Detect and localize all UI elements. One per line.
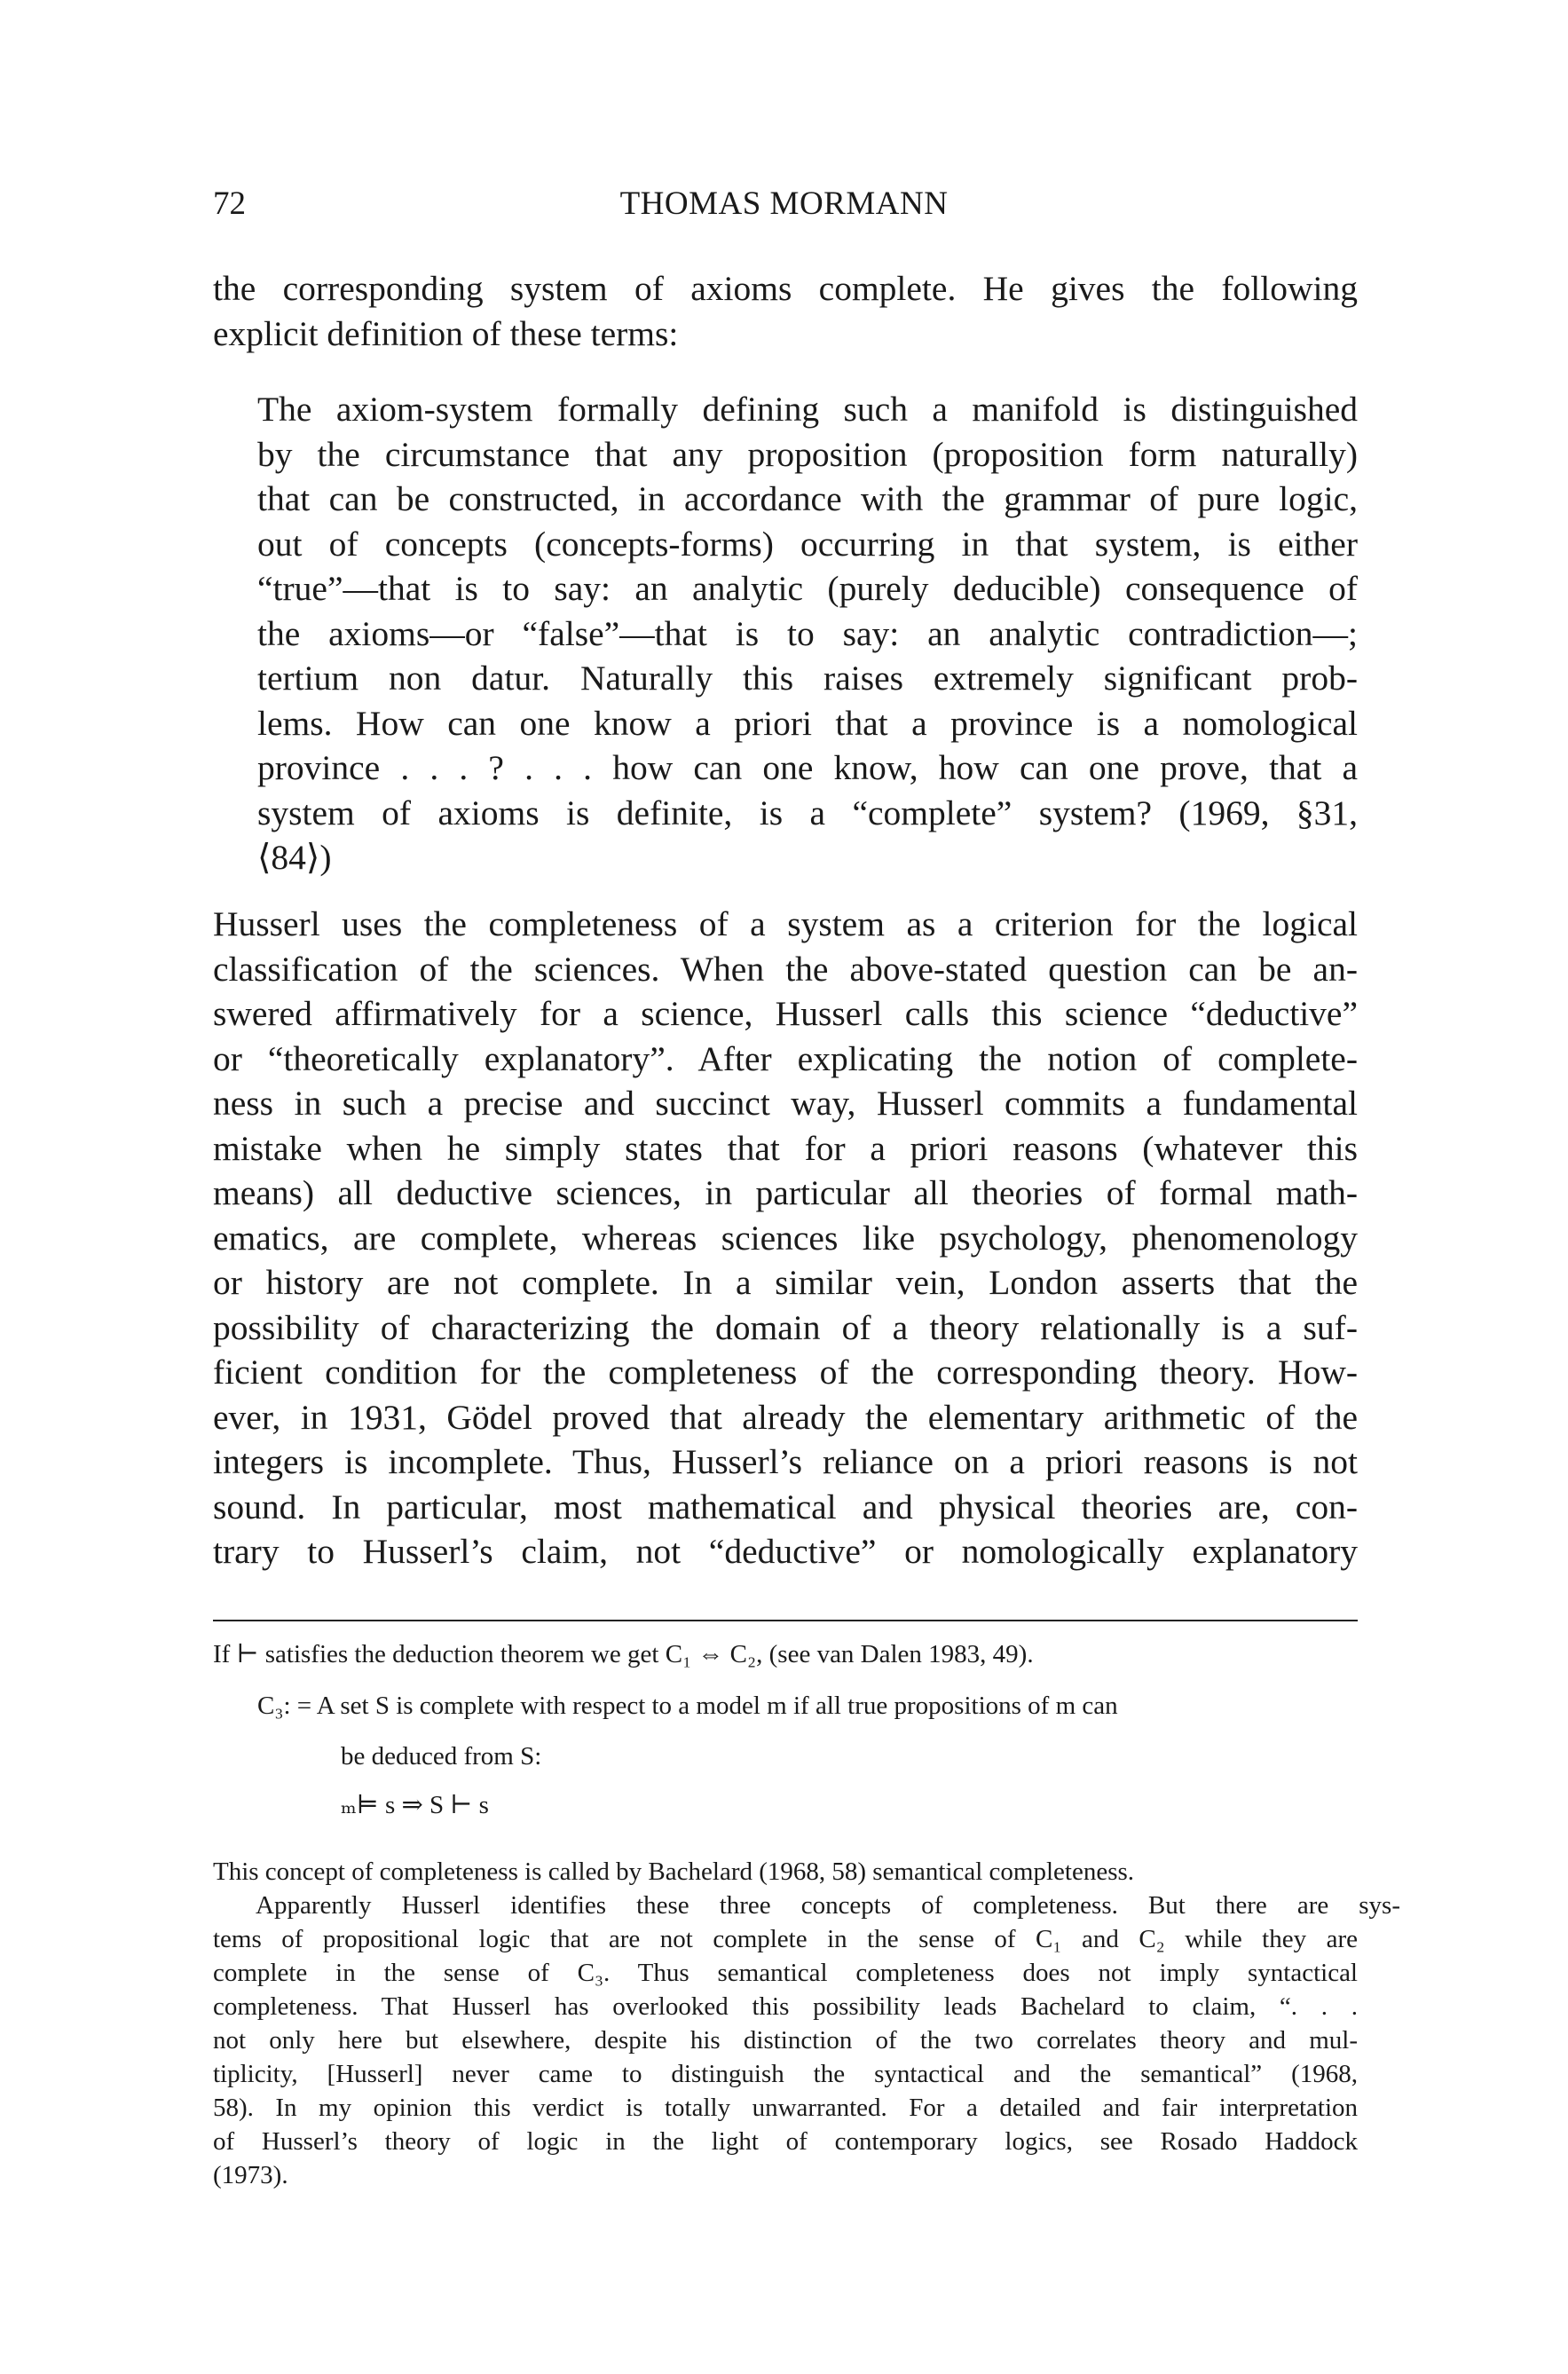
footnote-definition-c3: C₃: = A set S is complete with respect to a model m if all true propositions of m can [257,1692,1118,1720]
text-line: ness in such a precise and succinct way, Husserl commits a fundamental [213,1084,1358,1123]
quote-line: ⟨84⟩) [257,838,332,877]
text-line: swered affirmatively for a science, Husserl calls this science “deductive” [213,994,1358,1033]
footnote-text-line: Apparently Husserl identifies these three concepts of completeness. But there are sys- [256,1891,1400,1920]
text-line: explicit definition of these terms: [213,313,679,353]
text-line: integers is incomplete. Thus, Husserl’s reliance on a priori reasons is not [213,1442,1358,1481]
quote-line: out of concepts (concepts-forms) occurring in that system, is either [257,524,1358,564]
text-line: or “theoretically explanatory”. After explicating the notion of complete- [213,1038,1358,1078]
quote-line: the axioms—or “false”—that is to say: an analytic contradiction—; [257,613,1358,653]
text-line: possibility of characterizing the domain of a theory relationally is a suf- [213,1307,1358,1347]
text-line: Husserl uses the completeness of a system as a criterion for the logical [213,904,1358,943]
quote-line: province . . . ? . . . how can one know, how can one prove, that a [257,748,1358,787]
text-line: classification of the sciences. When the above-stated question can be an- [213,949,1358,989]
lead-paragraph [213,266,1358,356]
footnote-paragraph [213,1855,1400,2192]
quote-line: tertium non datur. Naturally this raises extremely significant prob- [257,659,1358,698]
footnote-text-line: complete in the sense of C₃. Thus semantical completeness does not imply syntactical [213,1959,1358,1987]
quote-line: The axiom-system formally defining such a manifold is distinguished [257,390,1358,429]
footnote-text-line: completeness. That Husserl has overlooked this possibility leads Bachelard to claim, “. . . [213,1992,1358,2021]
footnote-text-line: (1973). [213,2161,288,2189]
quote-line: system of axioms is definite, is a “complete” system? (1969, §31, [257,793,1358,832]
footnote-text-line: This concept of completeness is called by Bachelard (1968, 58) semantical completeness. [213,1857,1135,1886]
footnote-line: If ⊢ satisfies the deduction theorem we get C₁ ⇔ C₂, (see van Dalen 1983, 49). [213,1640,1034,1668]
text-line: or history are not complete. In a similar vein, London asserts that the [213,1263,1358,1302]
text-line: ever, in 1931, Gödel proved that already the elementary arithmetic of the [213,1397,1358,1437]
text-line: mistake when he simply states that for a priori reasons (whatever this [213,1128,1358,1168]
text-line: the corresponding system of axioms complete. He gives the following [213,269,1358,308]
footnote-text-line: of Husserl’s theory of logic in the light of contemporary logics, see Rosado Haddock [213,2127,1358,2156]
footnote-text-line: not only here but elsewhere, despite his distinction of the two correlates theory and mul- [213,2026,1358,2055]
block-quote [257,387,1358,880]
quote-line: “true”—that is to say: an analytic (purely deducible) consequence of [257,569,1358,608]
text-line: means) all deductive sciences, in particular all theories of formal math- [213,1173,1358,1212]
text-line: ematics, are complete, whereas sciences like psychology, phenomenology [213,1218,1358,1258]
text-line: ficient condition for the completeness of the corresponding theory. How- [213,1353,1358,1392]
text-line: sound. In particular, most mathematical and physical theories are, con- [213,1487,1358,1526]
footnote-formula: ₘ⊨ s ⇒ S ⊢ s [341,1791,489,1819]
running-head: THOMAS MORMANN [619,185,949,222]
quote-line: by the circumstance that any proposition (proposition form naturally) [257,434,1358,474]
footnote-definition-continuation: be deduced from S: [341,1742,542,1771]
quote-line: lems. How can one know a priori that a province is a nomological [257,703,1358,743]
page-number: 72 [213,185,246,222]
footnote-divider [213,1620,1358,1621]
footnote-text-line: 58). In my opinion this verdict is totally unwarranted. For a detailed and fair interpretation [213,2094,1358,2122]
footnote-text-line: tems of propositional logic that are not complete in the sense of C₁ and C₂ while they are [213,1925,1358,1953]
body-paragraph [213,902,1358,1574]
footnote-text-line: tiplicity, [Husserl] never came to distinguish the syntactical and the semantical” (1968, [213,2060,1358,2088]
quote-line: that can be constructed, in accordance with the grammar of pure logic, [257,479,1358,518]
text-line: trary to Husserl’s claim, not “deductive” or nomologically explanatory [213,1532,1358,1571]
